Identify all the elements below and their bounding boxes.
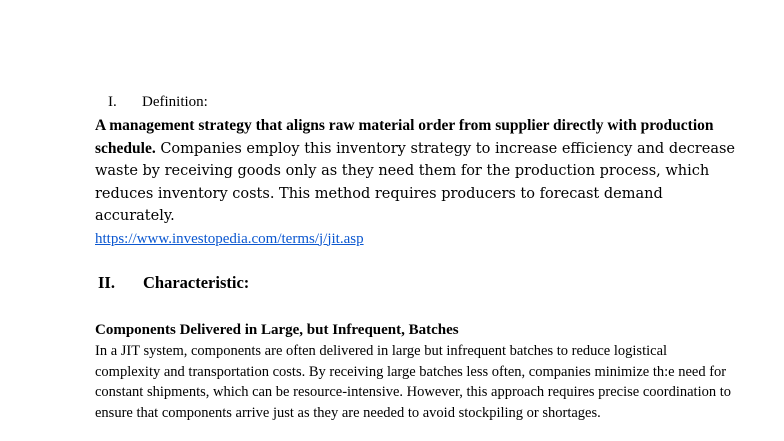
section-heading-definition — [108, 94, 208, 111]
section-title: Characteristic: — [143, 273, 250, 292]
definition-paragraph — [95, 115, 735, 228]
definition-block — [95, 115, 735, 250]
characteristic-paragraph: In a JIT system, components are often delivered in large but infrequent batches to reduce logistical complexity and transportation costs. By receiving large batches less often, companies minimize th:e need for constant shipments, which can be resource-intensive. However, this approach requires precise coordination to ensure that components arrive just as they are needed to avoid stockpiling or shortages. — [95, 342, 732, 422]
section-title: Definition: — [142, 94, 208, 110]
section-numeral: II. — [98, 273, 115, 292]
section-numeral: I. — [108, 94, 117, 110]
characteristic-block — [95, 320, 735, 424]
reference-link[interactable]: https://www.investopedia.com/terms/j/jit.asp — [95, 230, 364, 247]
characteristic-subheading: Components Delivered in Large, but Infrequent, Batches — [95, 322, 459, 338]
definition-lead: A management strategy that aligns raw material order from supplier directly with production schedule. — [95, 117, 714, 157]
section-heading-characteristic — [98, 273, 249, 293]
definition-body: Companies employ this inventory strategy to increase efficiency and decrease waste by receiving goods only as they need them for the production process, which reduces inventory costs. This method requires producers to forecast demand accurately. — [95, 140, 735, 224]
